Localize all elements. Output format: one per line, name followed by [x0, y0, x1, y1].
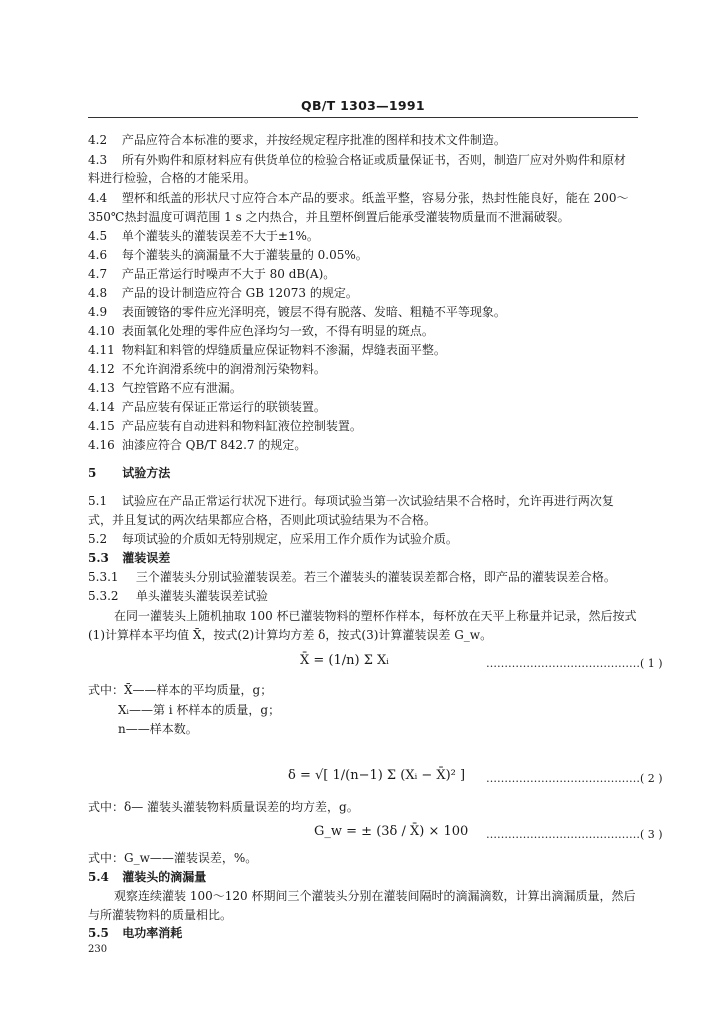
clause-text: 料进行检验，合格的才能采用。 [88, 171, 257, 185]
clause-text: 不允许润滑系统中的润滑剂污染物料。 [121, 362, 326, 376]
standard-header: QB/T 1303—1991 [301, 98, 425, 113]
clause-text: 灌装误差 [122, 551, 171, 565]
clause-text: 产品应装有自动进料和物料缸液位控制装置。 [121, 419, 362, 433]
equation-1-where-1: 式中：X̄——样本的平均质量，g； [88, 683, 273, 697]
clause-4-14 [88, 400, 648, 415]
clause-text: 灌装头的滴漏量 [122, 870, 207, 884]
equation-number: ( 3 ) [640, 828, 663, 841]
clause-4-11 [88, 343, 648, 358]
clause-5-3 [88, 551, 648, 566]
paragraph-5-4-line1 [114, 889, 674, 904]
equation-3: G_w = ± (3δ / X̄) × 100 [314, 824, 469, 839]
clause-4-13 [88, 381, 648, 396]
clause-4-7 [88, 267, 648, 282]
clause-4-3 [88, 153, 648, 168]
equation-number: ( 2 ) [640, 772, 663, 785]
section-5-heading [88, 466, 648, 481]
paragraph-5-3-2-line1 [114, 609, 674, 624]
clause-4-12 [88, 362, 648, 377]
clause-text: 式，并且复试的两次结果都应合格，否则此项试验结果为不合格。 [88, 513, 437, 527]
equation-1-number [486, 657, 663, 670]
clause-text: 油漆应符合 QB/T 842.7 的规定。 [121, 438, 307, 452]
equation-1-where-3: n——样本数。 [118, 722, 198, 736]
clause-number: 4.6 [88, 248, 108, 262]
clause-text: 试验应在产品正常运行状况下进行。每项试验当第一次试验结果不合格时，允许再进行两次复 [121, 494, 614, 508]
paragraph-text: 与所灌装物料的质量相比。 [88, 908, 233, 922]
equation-1-where-2: Xᵢ——第 i 杯样本的质量，g； [118, 703, 281, 717]
clause-text: 物料缸和料管的焊缝质量应保证物料不渗漏，焊缝表面平整。 [121, 343, 446, 357]
clause-number: 5.5 [88, 926, 109, 940]
clause-4-4 [88, 191, 648, 206]
clause-4-3-cont [88, 171, 648, 186]
clause-5-3-2 [88, 589, 648, 604]
clause-number: 4.2 [88, 133, 108, 147]
clause-number: 4.11 [88, 343, 115, 357]
clause-4-9 [88, 305, 648, 320]
clause-text: 产品应符合本标准的要求，并按经规定程序批准的图样和技术文件制造。 [121, 133, 506, 147]
clause-number: 5.1 [88, 494, 108, 508]
clause-number: 4.3 [88, 153, 108, 167]
page-number: 230 [88, 944, 108, 955]
paragraph-5-4-line2 [88, 908, 648, 923]
clause-5-5 [88, 926, 648, 941]
equation-2: δ = √[ 1/(n−1) Σ (Xᵢ − X̄)² ] [288, 768, 466, 783]
leader-dots: …………………………………… [486, 772, 640, 785]
clause-4-10 [88, 324, 648, 339]
clause-number: 4.15 [88, 419, 115, 433]
clause-text: 350℃热封温度可调范围 1 s 之内热合，并且塑杯倒置后能承受灌装物质量而不泄漏破裂。 [88, 210, 570, 224]
clause-number: 4.5 [88, 229, 108, 243]
equation-1: X̄ = (1/n) Σ Xᵢ [300, 653, 389, 668]
paragraph-text: (1)计算样本平均值 X̄，按式(2)计算均方差 δ，按式(3)计算灌装误差 G_w。 [88, 628, 493, 642]
clause-number: 5.2 [88, 532, 108, 546]
clause-4-16 [88, 438, 648, 453]
equation-3-where: 式中：G_w——灌装误差，%。 [88, 851, 258, 865]
section-title: 试验方法 [122, 466, 171, 480]
clause-number: 4.8 [88, 286, 108, 300]
clause-number: 5.3.2 [88, 589, 119, 603]
clause-text: 单个灌装头的灌装误差不大于±1%。 [121, 229, 319, 243]
clause-4-15 [88, 419, 648, 434]
clause-text: 所有外购件和原材料应有供货单位的检验合格证或质量保证书，否则，制造厂应对外购件和原材 [121, 153, 626, 167]
clause-4-5 [88, 229, 648, 244]
clause-number: 4.12 [88, 362, 115, 376]
clause-number: 5.4 [88, 870, 109, 884]
equation-2-number [486, 772, 663, 785]
clause-5-3-1 [88, 570, 648, 585]
clause-text: 单头灌装头灌装误差试验 [135, 589, 268, 603]
header-rule [88, 117, 638, 118]
clause-text: 电功率消耗 [122, 926, 183, 940]
clause-text: 产品的设计制造应符合 GB 12073 的规定。 [121, 286, 358, 300]
clause-text: 产品应装有保证正常运行的联锁装置。 [121, 400, 326, 414]
clause-text: 塑杯和纸盖的形状尺寸应符合本产品的要求。纸盖平整，容易分张，热封性能良好，能在 200～ [121, 191, 629, 205]
equation-2-where: 式中：δ— 灌装头灌装物料质量误差的均方差，g。 [88, 800, 359, 814]
clause-number: 4.16 [88, 438, 115, 452]
section-number: 5 [88, 466, 97, 480]
clause-number: 4.13 [88, 381, 115, 395]
clause-number: 4.9 [88, 305, 108, 319]
clause-5-2 [88, 532, 648, 547]
clause-text: 表面镀铬的零件应光泽明亮，镀层不得有脱落、发暗、粗糙不平等现象。 [121, 305, 506, 319]
clause-text: 每项试验的介质如无特别规定，应采用工作介质作为试验介质。 [121, 532, 458, 546]
clause-5-1-cont [88, 513, 648, 528]
clause-5-1 [88, 494, 648, 509]
clause-4-6 [88, 248, 648, 263]
paragraph-text: 在同一灌装头上随机抽取 100 杯已灌装物料的塑杯作样本，每杯放在天平上称量并记录，然后按式 [114, 609, 637, 623]
paragraph-5-3-2-line2 [88, 628, 648, 643]
clause-number: 4.4 [88, 191, 108, 205]
clause-text: 三个灌装头分别试验灌装误差。若三个灌装头的灌装误差都合格，即产品的灌装误差合格。 [135, 570, 616, 584]
clause-text: 表面氧化处理的零件应色泽均匀一致，不得有明显的斑点。 [121, 324, 434, 338]
leader-dots: …………………………………… [486, 657, 640, 670]
clause-text: 产品正常运行时噪声不大于 80 dB(A)。 [121, 267, 336, 281]
clause-4-2 [88, 133, 648, 148]
clause-4-8 [88, 286, 648, 301]
equation-3-number [486, 828, 663, 841]
clause-number: 5.3.1 [88, 570, 119, 584]
equation-number: ( 1 ) [640, 657, 663, 670]
paragraph-text: 观察连续灌装 100～120 杯期间三个灌装头分别在灌装间隔时的滴漏滴数，计算出滴漏质量，然后 [114, 889, 636, 903]
clause-number: 4.10 [88, 324, 115, 338]
clause-5-4 [88, 870, 648, 885]
clause-text: 每个灌装头的滴漏量不大于灌装量的 0.05%。 [121, 248, 368, 262]
clause-number: 5.3 [88, 551, 109, 565]
clause-text: 气控管路不应有泄漏。 [121, 381, 242, 395]
clause-4-4-cont [88, 210, 648, 225]
leader-dots: …………………………………… [486, 828, 640, 841]
clause-number: 4.14 [88, 400, 115, 414]
clause-number: 4.7 [88, 267, 108, 281]
